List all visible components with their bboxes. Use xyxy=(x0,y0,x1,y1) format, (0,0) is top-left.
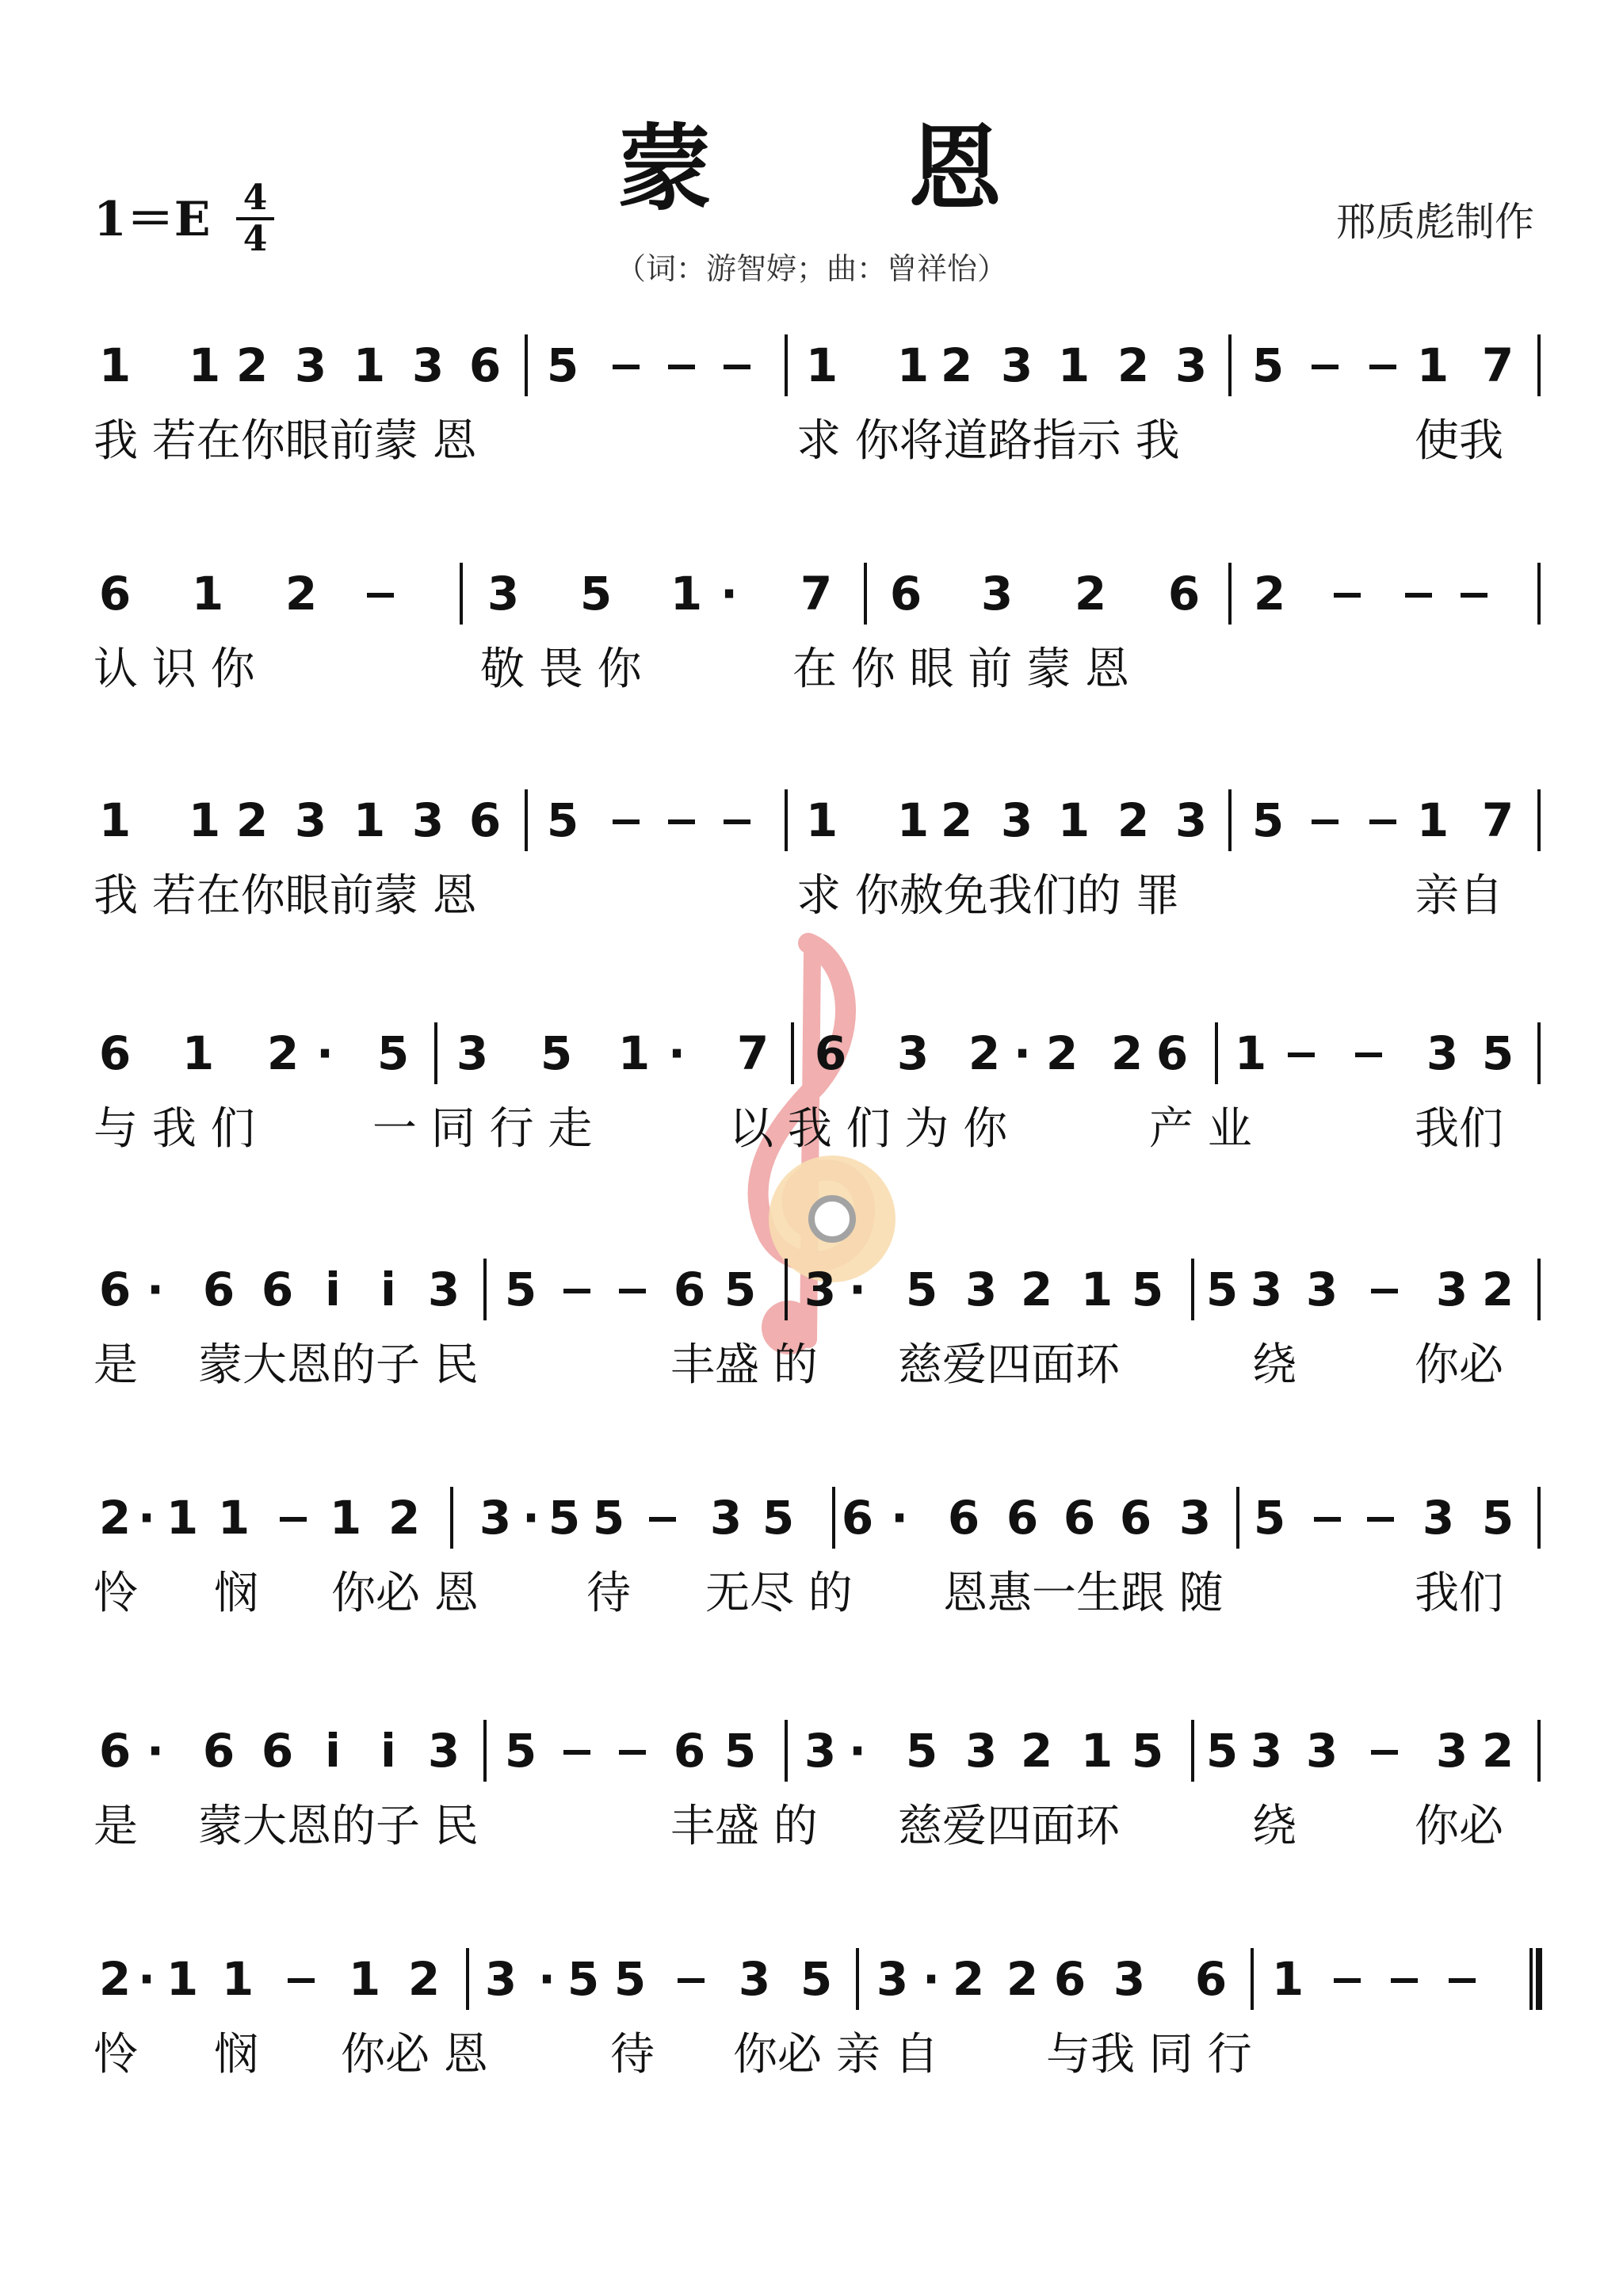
jianpu-note: 1 xyxy=(353,793,386,847)
bar-line xyxy=(785,1720,788,1782)
jianpu-note: 5 xyxy=(905,1724,938,1778)
lyric-phrase: 我 若在你眼前蒙 恩 xyxy=(94,870,477,922)
sustain-dash xyxy=(280,1517,307,1522)
lyric-phrase: 慈爱四面环 xyxy=(898,1801,1120,1852)
jianpu-note: 5 xyxy=(546,793,579,847)
jianpu-note: 3 xyxy=(1174,793,1208,847)
jianpu-note: 5 xyxy=(1131,1263,1164,1316)
jianpu-note: 5 xyxy=(1251,338,1285,392)
bar-line xyxy=(1191,1259,1194,1320)
bar-line xyxy=(1537,1259,1541,1320)
jianpu-note: 6 xyxy=(1063,1491,1096,1545)
lyric-phrase: 绕 xyxy=(1252,1801,1296,1852)
sustain-dash xyxy=(1371,1750,1398,1755)
augmentation-dot: · xyxy=(146,1724,165,1778)
jianpu-note: 3 xyxy=(456,1026,489,1080)
jianpu-note: 3 xyxy=(876,1952,909,2006)
lyric-phrase: 我们 xyxy=(1415,1568,1503,1619)
lyric-phrase: 无尽 的 xyxy=(705,1568,853,1619)
jianpu-note: 5 xyxy=(800,1952,833,2006)
lyric-phrase: 我 若在你眼前蒙 恩 xyxy=(94,415,477,467)
bar-line xyxy=(1537,789,1541,851)
jianpu-note: 1 xyxy=(896,338,930,392)
sustain-dash xyxy=(613,819,640,824)
jianpu-note: 3 xyxy=(427,1263,460,1316)
jianpu-note: 6 xyxy=(1194,1952,1228,2006)
bar-line xyxy=(1215,1022,1218,1084)
jianpu-note: 3 xyxy=(487,567,520,621)
sustain-dash xyxy=(1371,1289,1398,1293)
jianpu-note: 3 xyxy=(804,1724,837,1778)
sustain-dash xyxy=(619,1750,646,1755)
augmentation-dot: · xyxy=(720,567,739,621)
sustain-dash xyxy=(613,365,640,369)
jianpu-note: 5 xyxy=(905,1263,938,1316)
jianpu-note: 3 xyxy=(1000,793,1033,847)
lyric-phrase: 亲自 xyxy=(1415,870,1503,922)
jianpu-note: 1 xyxy=(188,793,221,847)
jianpu-note: 1 xyxy=(166,1952,199,2006)
jianpu-note: 6 xyxy=(468,793,502,847)
sustain-dash xyxy=(1461,593,1487,598)
sustain-dash xyxy=(1334,1978,1361,1983)
bar-line xyxy=(466,1948,469,2010)
jianpu-note: 2 xyxy=(1020,1263,1053,1316)
lyric-phrase: 敬 畏 你 xyxy=(480,644,642,695)
sustain-dash xyxy=(1391,1978,1418,1983)
jianpu-note: 2 xyxy=(1481,1263,1514,1316)
jianpu-note: 2 xyxy=(235,793,269,847)
sustain-dash xyxy=(1314,1517,1341,1522)
jianpu-note: 5 xyxy=(1205,1724,1239,1778)
jianpu-note: 1 xyxy=(191,567,224,621)
jianpu-note: 7 xyxy=(736,1026,769,1080)
jianpu-note: 5 xyxy=(504,1724,537,1778)
jianpu-note: 2 xyxy=(1481,1724,1514,1778)
jianpu-note: 2 xyxy=(940,338,973,392)
jianpu-note: 1 xyxy=(329,1491,362,1545)
lyricist-composer-credit: （词：游智婷；曲：曾祥怡） xyxy=(615,251,1007,286)
time-signature-numerator: 4 xyxy=(236,181,274,220)
lyric-phrase: 待 xyxy=(610,2029,655,2080)
augmentation-dot: · xyxy=(890,1491,909,1545)
jianpu-note: 3 xyxy=(1435,1724,1468,1778)
jianpu-note: 1 xyxy=(670,567,703,621)
jianpu-note: 3 xyxy=(804,1263,837,1316)
jianpu-note: 2 xyxy=(1110,1026,1144,1080)
lyric-phrase: 悯 xyxy=(214,2029,258,2080)
jianpu-note: 5 xyxy=(579,567,613,621)
jianpu-note: 1 xyxy=(98,338,132,392)
jianpu-note: 6 xyxy=(1006,1491,1039,1545)
augmentation-dot: · xyxy=(848,1263,867,1316)
jianpu-note: 2 xyxy=(940,793,973,847)
sustain-dash xyxy=(1369,819,1396,824)
jianpu-note: 3 xyxy=(411,793,445,847)
lyric-phrase: 你必 恩 xyxy=(341,2029,488,2080)
sustain-dash xyxy=(1367,1517,1394,1522)
bar-line xyxy=(1537,1487,1541,1549)
augmentation-dot: · xyxy=(922,1952,941,2006)
jianpu-note: 2 xyxy=(1117,338,1150,392)
jianpu-note: i xyxy=(325,1724,341,1778)
jianpu-note: 3 xyxy=(1113,1952,1146,2006)
sustain-dash xyxy=(288,1978,315,1983)
sustain-dash xyxy=(649,1517,676,1522)
lyric-phrase: 绕 xyxy=(1252,1339,1296,1391)
lyric-phrase: 我们 xyxy=(1415,1103,1503,1155)
jianpu-note: 3 xyxy=(964,1724,998,1778)
lyric-phrase: 怜 xyxy=(94,2029,138,2080)
lyric-phrase: 你必 亲 自 xyxy=(733,2029,939,2080)
bar-line xyxy=(1228,789,1232,851)
bar-line xyxy=(785,789,788,851)
arranger-credit: 邢质彪制作 xyxy=(1336,199,1534,245)
jianpu-note: 1 xyxy=(188,338,221,392)
jianpu-note: 6 xyxy=(673,1263,706,1316)
jianpu-note: 2 xyxy=(1020,1724,1053,1778)
bar-line xyxy=(864,563,867,625)
jianpu-note: 6 xyxy=(468,338,502,392)
bar-line xyxy=(1228,334,1232,396)
bar-line xyxy=(525,334,528,396)
lyric-phrase: 是 xyxy=(94,1339,138,1391)
sustain-dash xyxy=(724,365,750,369)
jianpu-note: 2 xyxy=(1074,567,1107,621)
jianpu-note: 5 xyxy=(1205,1263,1239,1316)
jianpu-note: 5 xyxy=(376,1026,410,1080)
lyric-phrase: 待 xyxy=(586,1568,631,1619)
jianpu-note: 5 xyxy=(762,1491,795,1545)
jianpu-note: 1 xyxy=(166,1491,199,1545)
jianpu-note: 5 xyxy=(613,1952,647,2006)
lyric-phrase: 怜 xyxy=(94,1568,138,1619)
sustain-dash xyxy=(1288,1052,1315,1057)
sustain-dash xyxy=(668,365,695,369)
jianpu-note: 1 xyxy=(181,1026,215,1080)
jianpu-note: 3 xyxy=(1250,1263,1283,1316)
jianpu-note: 6 xyxy=(673,1724,706,1778)
bar-line xyxy=(791,1022,794,1084)
jianpu-note: 5 xyxy=(724,1724,757,1778)
jianpu-note: 5 xyxy=(1251,793,1285,847)
jianpu-note: 5 xyxy=(724,1263,757,1316)
jianpu-note: 1 xyxy=(805,338,838,392)
jianpu-note: 2 xyxy=(968,1026,1001,1080)
jianpu-note: 5 xyxy=(546,338,579,392)
bar-line xyxy=(785,1259,788,1320)
jianpu-note: 2 xyxy=(285,567,318,621)
jianpu-note: 3 xyxy=(479,1491,512,1545)
jianpu-note: 2 xyxy=(98,1952,132,2006)
jianpu-note: 3 xyxy=(427,1724,460,1778)
sustain-dash xyxy=(1334,593,1361,598)
jianpu-note: 7 xyxy=(1481,793,1514,847)
jianpu-note: 6 xyxy=(261,1724,294,1778)
augmentation-dot: · xyxy=(1013,1026,1032,1080)
jianpu-note: 7 xyxy=(1481,338,1514,392)
jianpu-note: 5 xyxy=(540,1026,573,1080)
jianpu-note: 1 xyxy=(1057,793,1090,847)
augmentation-dot: · xyxy=(521,1491,540,1545)
bar-line xyxy=(525,789,528,851)
augmentation-dot: · xyxy=(667,1026,686,1080)
lyric-phrase: 丰盛 的 xyxy=(670,1801,818,1852)
sustain-dash xyxy=(1369,365,1396,369)
lyric-phrase: 认 识 你 xyxy=(94,644,255,695)
lyric-phrase: 你必 恩 xyxy=(331,1568,479,1619)
lyric-phrase: 你必 xyxy=(1415,1801,1503,1852)
bar-line xyxy=(1537,1720,1541,1782)
jianpu-note: 3 xyxy=(411,338,445,392)
key-signature: 1＝E xyxy=(94,192,211,247)
jianpu-note: 5 xyxy=(504,1263,537,1316)
jianpu-note: 2 xyxy=(952,1952,985,2006)
jianpu-note: 3 xyxy=(980,567,1014,621)
jianpu-note: 6 xyxy=(1167,567,1201,621)
lyric-phrase: 是 xyxy=(94,1801,138,1852)
jianpu-note: i xyxy=(380,1263,396,1316)
bar-line xyxy=(460,563,463,625)
jianpu-note: 1 xyxy=(98,793,132,847)
jianpu-note: 6 xyxy=(261,1263,294,1316)
jianpu-note: 6 xyxy=(1155,1026,1189,1080)
final-bar-line xyxy=(1529,1948,1542,2010)
jianpu-note: 1 xyxy=(1080,1263,1113,1316)
sustain-dash xyxy=(619,1289,646,1293)
jianpu-note: 1 xyxy=(217,1491,250,1545)
jianpu-note: 5 xyxy=(1131,1724,1164,1778)
jianpu-note: 1 xyxy=(1057,338,1090,392)
jianpu-note: 2 xyxy=(1117,793,1150,847)
jianpu-note: 2 xyxy=(388,1491,421,1545)
jianpu-note: 1 xyxy=(1271,1952,1304,2006)
jianpu-note: 6 xyxy=(98,1724,132,1778)
jianpu-note: 6 xyxy=(202,1263,235,1316)
jianpu-note: 1 xyxy=(1080,1724,1113,1778)
augmentation-dot: · xyxy=(848,1724,867,1778)
sustain-dash xyxy=(367,593,394,598)
jianpu-note: 6 xyxy=(889,567,922,621)
jianpu-note: 1 xyxy=(1234,1026,1267,1080)
sustain-dash xyxy=(668,819,695,824)
bar-line xyxy=(1251,1948,1254,2010)
bar-line xyxy=(1537,1022,1541,1084)
jianpu-note: 3 xyxy=(1305,1263,1338,1316)
bar-line xyxy=(1236,1487,1239,1549)
sustain-dash xyxy=(1405,593,1432,598)
bar-line xyxy=(483,1259,487,1320)
lyric-phrase: 在 你 眼 前 蒙 恩 xyxy=(792,644,1130,695)
jianpu-note: 1 xyxy=(805,793,838,847)
sustain-dash xyxy=(1355,1052,1382,1057)
sustain-dash xyxy=(1312,819,1338,824)
jianpu-note: 6 xyxy=(98,567,132,621)
jianpu-note: 5 xyxy=(1481,1026,1514,1080)
jianpu-note: 1 xyxy=(221,1952,254,2006)
jianpu-note: 3 xyxy=(1000,338,1033,392)
jianpu-note: 6 xyxy=(98,1026,132,1080)
jianpu-note: 6 xyxy=(814,1026,847,1080)
lyric-phrase: 慈爱四面环 xyxy=(898,1339,1120,1391)
jianpu-note: 6 xyxy=(1119,1491,1152,1545)
jianpu-note: 3 xyxy=(964,1263,998,1316)
jianpu-note: i xyxy=(380,1724,396,1778)
sustain-dash xyxy=(563,1289,590,1293)
jianpu-note: 3 xyxy=(484,1952,517,2006)
lyric-phrase: 丰盛 的 xyxy=(670,1339,818,1391)
augmentation-dot: · xyxy=(537,1952,556,2006)
lyric-phrase: 以 我 们 为 你 xyxy=(729,1103,1008,1155)
jianpu-note: 1 xyxy=(1416,338,1449,392)
sustain-dash xyxy=(678,1978,705,1983)
augmentation-dot: · xyxy=(137,1491,156,1545)
augmentation-dot: · xyxy=(137,1952,156,2006)
lyric-phrase: 悯 xyxy=(214,1568,258,1619)
jianpu-note: 5 xyxy=(592,1491,625,1545)
jianpu-note: 3 xyxy=(1422,1491,1455,1545)
jianpu-note: 2 xyxy=(266,1026,300,1080)
lyric-phrase: 蒙大恩的子 民 xyxy=(198,1339,479,1391)
jianpu-note: 3 xyxy=(294,338,327,392)
jianpu-note: 2 xyxy=(407,1952,441,2006)
jianpu-note: 3 xyxy=(896,1026,930,1080)
jianpu-note: 6 xyxy=(947,1491,980,1545)
jianpu-note: 3 xyxy=(1174,338,1208,392)
jianpu-note: 1 xyxy=(348,1952,381,2006)
jianpu-note: 2 xyxy=(1006,1952,1039,2006)
jianpu-note: 5 xyxy=(1481,1491,1514,1545)
jianpu-note: 2 xyxy=(1253,567,1286,621)
sustain-dash xyxy=(1312,365,1338,369)
jianpu-note: 3 xyxy=(709,1491,743,1545)
bar-line xyxy=(1191,1720,1194,1782)
jianpu-note: 3 xyxy=(1435,1263,1468,1316)
augmentation-dot: · xyxy=(315,1026,334,1080)
sustain-dash xyxy=(563,1750,590,1755)
bar-line xyxy=(434,1022,437,1084)
time-signature-denominator: 4 xyxy=(242,219,268,259)
bar-line xyxy=(856,1948,859,2010)
jianpu-note: 1 xyxy=(1416,793,1449,847)
bar-line xyxy=(483,1720,487,1782)
jianpu-note: 6 xyxy=(202,1724,235,1778)
jianpu-note: 7 xyxy=(800,567,833,621)
lyric-phrase: 蒙大恩的子 民 xyxy=(198,1801,479,1852)
augmentation-dot: · xyxy=(146,1263,165,1316)
jianpu-note: 5 xyxy=(1253,1491,1286,1545)
lyric-phrase: 与 我 们 xyxy=(94,1103,255,1155)
jianpu-note: 5 xyxy=(548,1491,581,1545)
lyric-phrase: 你必 xyxy=(1415,1339,1503,1391)
bar-line xyxy=(1537,334,1541,396)
bar-line xyxy=(785,334,788,396)
jianpu-note: 3 xyxy=(738,1952,771,2006)
jianpu-note: 3 xyxy=(1426,1026,1459,1080)
jianpu-note: 6 xyxy=(841,1491,874,1545)
jianpu-note: 3 xyxy=(1305,1724,1338,1778)
jianpu-note: 6 xyxy=(1053,1952,1086,2006)
jianpu-note: 3 xyxy=(294,793,327,847)
lyric-phrase: 产 业 xyxy=(1149,1103,1252,1155)
bar-line xyxy=(450,1487,453,1549)
jianpu-note: 3 xyxy=(1178,1491,1212,1545)
jianpu-note: 1 xyxy=(896,793,930,847)
lyric-phrase: 求 你赦免我们的 罪 xyxy=(796,870,1180,922)
lyric-phrase: 恩惠一生跟 随 xyxy=(943,1568,1224,1619)
jianpu-note: i xyxy=(325,1263,341,1316)
bar-line xyxy=(1537,563,1541,625)
lyric-phrase: 求 你将道路指示 我 xyxy=(796,415,1180,467)
jianpu-note: 6 xyxy=(98,1263,132,1316)
lyric-phrase: 使我 xyxy=(1415,415,1503,467)
song-title: 蒙 恩 xyxy=(617,113,1005,223)
lyric-phrase: 一 同 行 走 xyxy=(372,1103,593,1155)
jianpu-note: 1 xyxy=(617,1026,651,1080)
lyric-phrase: 与我 同 行 xyxy=(1046,2029,1252,2080)
jianpu-note: 2 xyxy=(1045,1026,1079,1080)
jianpu-note: 1 xyxy=(353,338,386,392)
sustain-dash xyxy=(1449,1978,1476,1983)
jianpu-note: 3 xyxy=(1250,1724,1283,1778)
jianpu-note: 2 xyxy=(98,1491,132,1545)
bar-line xyxy=(832,1487,835,1549)
sustain-dash xyxy=(724,819,750,824)
jianpu-note: 5 xyxy=(567,1952,600,2006)
bar-line xyxy=(1228,563,1232,625)
jianpu-note: 2 xyxy=(235,338,269,392)
